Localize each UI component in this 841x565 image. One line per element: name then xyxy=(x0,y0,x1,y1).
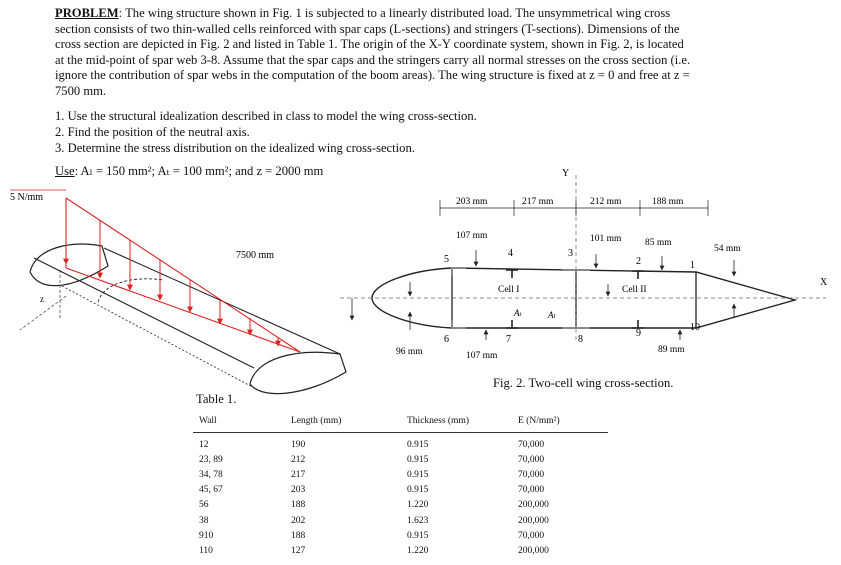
node-6: 6 xyxy=(444,334,449,345)
table-row xyxy=(193,528,608,543)
cell-length: 188 xyxy=(291,530,306,541)
node-4: 4 xyxy=(508,248,513,259)
cell-length: 188 xyxy=(291,500,306,511)
dim-101: 101 mm xyxy=(590,234,622,244)
col-header: Length (mm) xyxy=(285,410,401,433)
x-axis-label: X xyxy=(820,277,828,288)
table-row xyxy=(193,513,608,528)
cell-modulus: 70,000 xyxy=(518,439,545,450)
al-label: Aₗ xyxy=(548,310,556,320)
dim-54: 54 mm xyxy=(714,244,741,254)
cell-2-label: Cell II xyxy=(622,285,647,295)
problem-text: : The wing structure shown in Fig. 1 is subjected to a linearly distributed load. The unsymmetrical wing cross section consists of two thin-walled cells reinforced with spar caps (L-sections) and stringers (T-sections). Dimensions of the cross section are depicted in Fig. 2 and listed in Table 1. The origin of the X-Y coordinate system, shown in Fig. 2, is located at the mid-point of spar web 3-8. Assume that the spar caps and the stringers carry all normal stresses on the cross section (i.e. ignore the contribution of spar webs in the computation of the boom areas). The wing structure is fixed at z = 0 and free at z = 7500 mm. xyxy=(55,6,691,98)
cell-thickness: 0.915 xyxy=(407,439,429,450)
cross-section-figure xyxy=(340,168,828,361)
cell-length: 127 xyxy=(291,545,306,556)
cell-wall: 12 xyxy=(199,439,209,450)
cell-length: 190 xyxy=(291,439,306,450)
table-row xyxy=(193,498,608,513)
cell-wall: 910 xyxy=(199,530,214,541)
task-item: 3. Determine the stress distribution on the idealized wing cross-section. xyxy=(55,141,415,155)
dim-96: 96 mm xyxy=(396,347,423,357)
col-header: Thickness (mm) xyxy=(401,410,512,433)
cell-length: 212 xyxy=(291,454,306,465)
cell-thickness: 1.623 xyxy=(407,515,429,526)
cell-thickness: 0.915 xyxy=(407,530,429,541)
dim-212: 212 mm xyxy=(590,197,622,207)
table-row xyxy=(193,433,608,453)
cell-wall: 34, 78 xyxy=(199,469,223,480)
cell-thickness: 1.220 xyxy=(407,500,429,511)
col-header: E (N/mm²) xyxy=(512,410,608,433)
table-caption: Table 1. xyxy=(196,392,237,406)
node-5: 5 xyxy=(444,254,449,265)
y-axis-label: Y xyxy=(562,168,570,179)
cell-modulus: 200,000 xyxy=(518,500,549,511)
node-7: 7 xyxy=(506,334,511,345)
dim-203: 203 mm xyxy=(456,197,488,207)
cell-1-label: Cell I xyxy=(498,285,520,295)
at-label: Aₜ xyxy=(514,308,522,318)
dim-85: 85 mm xyxy=(645,238,672,248)
cell-modulus: 70,000 xyxy=(518,530,545,541)
node-10: 10 xyxy=(690,322,700,333)
use-label: Use xyxy=(55,164,75,178)
dim-188-top: 188 mm xyxy=(652,197,684,207)
cell-modulus: 200,000 xyxy=(518,545,549,556)
cell-thickness: 1.220 xyxy=(407,545,429,556)
cell-thickness: 0.915 xyxy=(407,469,429,480)
cell-wall: 38 xyxy=(199,515,209,526)
node-3: 3 xyxy=(568,248,573,259)
fig2-caption: Fig. 2. Two-cell wing cross-section. xyxy=(493,376,674,390)
dim-217: 217 mm xyxy=(522,197,554,207)
task-item: 2. Find the position of the neutral axis. xyxy=(55,125,250,139)
cell-thickness: 0.915 xyxy=(407,454,429,465)
cell-wall: 110 xyxy=(199,545,213,556)
table-row xyxy=(193,467,608,482)
cell-length: 217 xyxy=(291,469,306,480)
table-row xyxy=(193,483,608,498)
cell-modulus: 70,000 xyxy=(518,485,545,496)
dim-89: 89 mm xyxy=(658,345,685,355)
cell-modulus: 200,000 xyxy=(518,515,549,526)
cell-modulus: 70,000 xyxy=(518,454,545,465)
node-1: 1 xyxy=(690,260,695,271)
dim-107-bottom: 107 mm xyxy=(466,351,498,361)
problem-keyword: PROBLEM xyxy=(55,6,119,20)
cell-wall: 45, 67 xyxy=(199,485,223,496)
node-9: 9 xyxy=(636,328,641,339)
task-item: 1. Use the structural idealization described in class to model the wing cross-section. xyxy=(55,109,477,123)
use-text: : Aₗ = 150 mm²; Aₜ = 100 mm²; and z = 2000 mm xyxy=(74,164,324,178)
col-header: Wall xyxy=(193,410,285,433)
table-row xyxy=(193,452,608,467)
node-8: 8 xyxy=(578,334,583,345)
dim-107-top: 107 mm xyxy=(456,231,488,241)
cell-length: 203 xyxy=(291,485,306,496)
span-label: 7500 mm xyxy=(236,250,275,261)
wing-3d-figure xyxy=(10,190,346,394)
cell-thickness: 0.915 xyxy=(407,485,429,496)
wall-properties-table xyxy=(193,410,608,559)
load-label: 5 N/mm xyxy=(10,192,44,203)
cell-length: 202 xyxy=(291,515,306,526)
cell-wall: 56 xyxy=(199,500,209,511)
table-row xyxy=(193,543,608,558)
cell-wall: 23, 89 xyxy=(199,454,223,465)
cell-modulus: 70,000 xyxy=(518,469,545,480)
node-2: 2 xyxy=(636,256,641,267)
z-axis-label: z xyxy=(40,294,44,304)
